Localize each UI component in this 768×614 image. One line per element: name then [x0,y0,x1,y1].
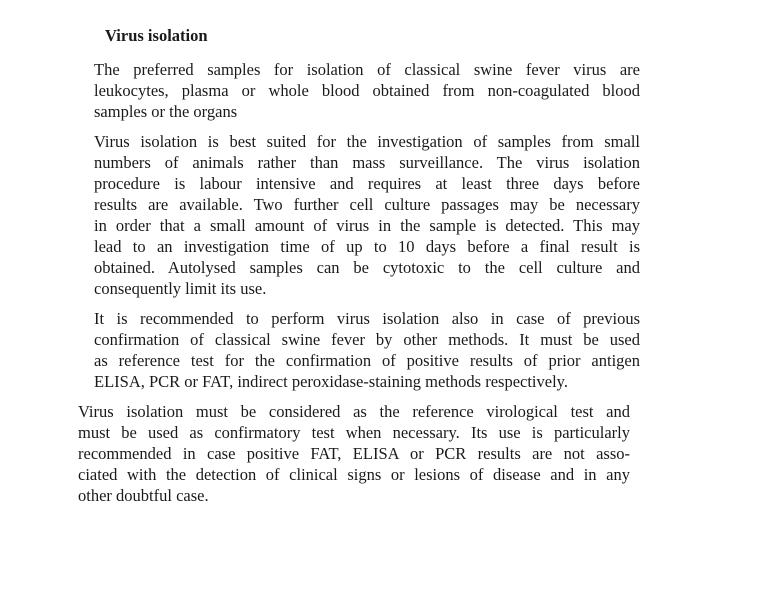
section-heading: Virus isolation [105,26,208,45]
text-line: procedure is labour intensive and requires at least three days before [94,174,640,193]
paragraph [94,59,640,122]
paragraph [94,131,640,299]
text-line: in order that a small amount of virus in the sample is detected. This may [94,216,640,235]
text-line: Virus isolation is best suited for the investigation of samples from small [94,132,640,151]
text-line: consequently limit its use. [94,279,267,298]
text-line: obtained. Autolysed samples can be cytotoxic to the cell culture and [94,258,640,277]
text-column [78,25,640,515]
text-line: results are available. Two further cell culture passages may be necessary [94,195,640,214]
text-line: The preferred samples for isolation of classical swine fever virus are [94,60,640,79]
text-line: as reference test for the confirmation of positive results of prior antigen [94,351,640,370]
text-line: numbers of animals rather than mass surveillance. The virus isolation [94,153,640,172]
text-line: confirmation of classical swine fever by other methods. It must be used [94,330,640,349]
text-line: It is recommended to perform virus isolation also in case of previous [94,309,640,328]
text-line: must be used as confirmatory test when necessary. Its use is particularly [78,423,630,442]
paragraph [94,308,640,392]
document-body [78,59,640,506]
paragraph [78,401,630,506]
text-line: lead to an investigation time of up to 10 days before a final result is [94,237,640,256]
text-line: Virus isolation must be considered as the reference virological test and [78,402,630,421]
text-line: other doubtful case. [78,486,209,505]
text-line: ELISA, PCR or FAT, indirect peroxidase-staining methods respectively. [94,372,568,391]
text-line: leukocytes, plasma or whole blood obtained from non-coagulated blood [94,81,640,100]
text-line: samples or the organs [94,102,238,121]
text-line: ciated with the detection of clinical signs or lesions of disease and in any [78,465,630,484]
text-line: recommended in case positive FAT, ELISA or PCR results are not asso- [78,444,630,463]
